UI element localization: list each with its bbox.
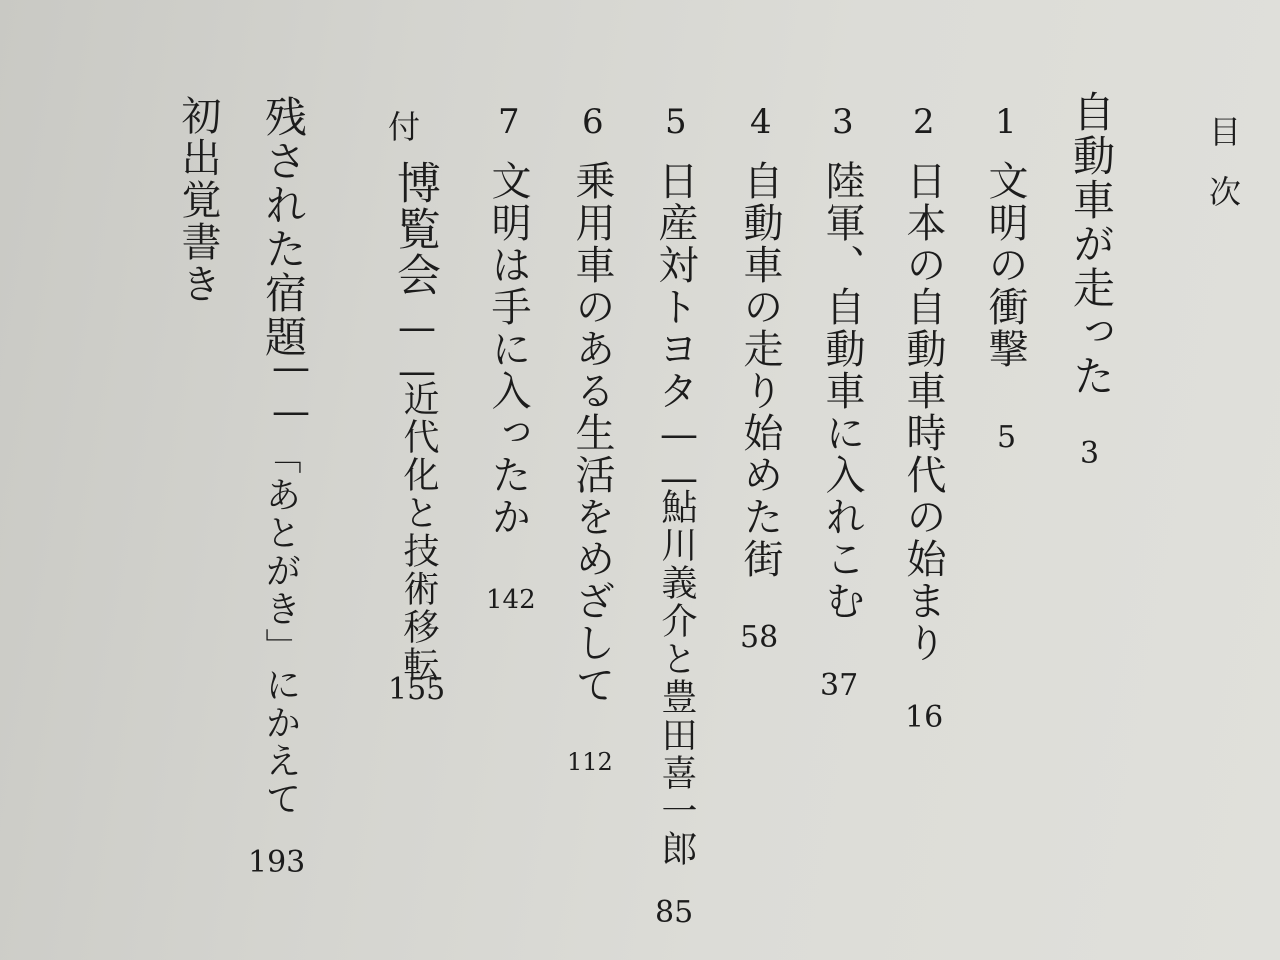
toc-entry-page: 85 xyxy=(655,895,694,930)
toc-entry-title: 乗用車のある生活をめざして xyxy=(569,160,615,706)
toc-entry-number: 5 xyxy=(665,102,687,142)
toc-entry-number: 2 xyxy=(913,102,935,142)
toc-entry-number: 付 xyxy=(388,108,421,146)
toc-entry-page: 58 xyxy=(740,620,779,655)
toc-entry-title: 文明は手に入ったか xyxy=(485,160,531,538)
toc-entry-title: 残された宿題 xyxy=(259,95,308,359)
toc-entry-subtitle: 近代化と技術移転 xyxy=(398,380,439,684)
toc-entry-page: 5 xyxy=(997,420,1017,455)
toc-entry-page: 193 xyxy=(248,845,306,880)
toc-entry-dash: —— xyxy=(269,345,313,433)
toc-entry-number: 6 xyxy=(582,102,604,142)
toc-entry-page: 155 xyxy=(388,672,446,707)
toc-entry-title: 陸軍、自動車に入れこむ xyxy=(819,160,865,622)
toc-entry-page: 3 xyxy=(1080,436,1100,471)
toc-entry-page: 112 xyxy=(567,748,613,776)
toc-entry-title: 初出覚書き xyxy=(175,95,221,305)
toc-entry-page: 37 xyxy=(820,668,859,703)
toc-entry-number: 7 xyxy=(498,102,520,142)
toc-entry-title: 博覧会 xyxy=(389,160,440,298)
toc-heading: 目次 xyxy=(1204,115,1242,235)
toc-entry-number: 4 xyxy=(750,102,772,142)
toc-entry-subtitle: 鮎川義介と豊田喜一郎 xyxy=(656,488,697,868)
toc-entry-page: 142 xyxy=(486,585,536,615)
toc-entry-page: 16 xyxy=(905,700,944,735)
toc-entry-number: 3 xyxy=(832,102,854,142)
toc-entry-title: 日産対トヨタ xyxy=(652,160,698,412)
toc-entry-title: 日本の自動車時代の始まり xyxy=(900,160,946,664)
toc-entry-title: 自動車の走り始めた街 xyxy=(737,160,783,580)
toc-entry-dash: —— xyxy=(657,412,701,500)
toc-entry-number: 1 xyxy=(995,102,1017,142)
toc-entry-title: 自動車が走った xyxy=(1067,90,1116,398)
toc-entry-subtitle: 「あとがき」にかえて xyxy=(260,438,301,818)
toc-entry-dash: —— xyxy=(395,305,439,393)
toc-entry-title: 文明の衝撃 xyxy=(982,160,1028,370)
